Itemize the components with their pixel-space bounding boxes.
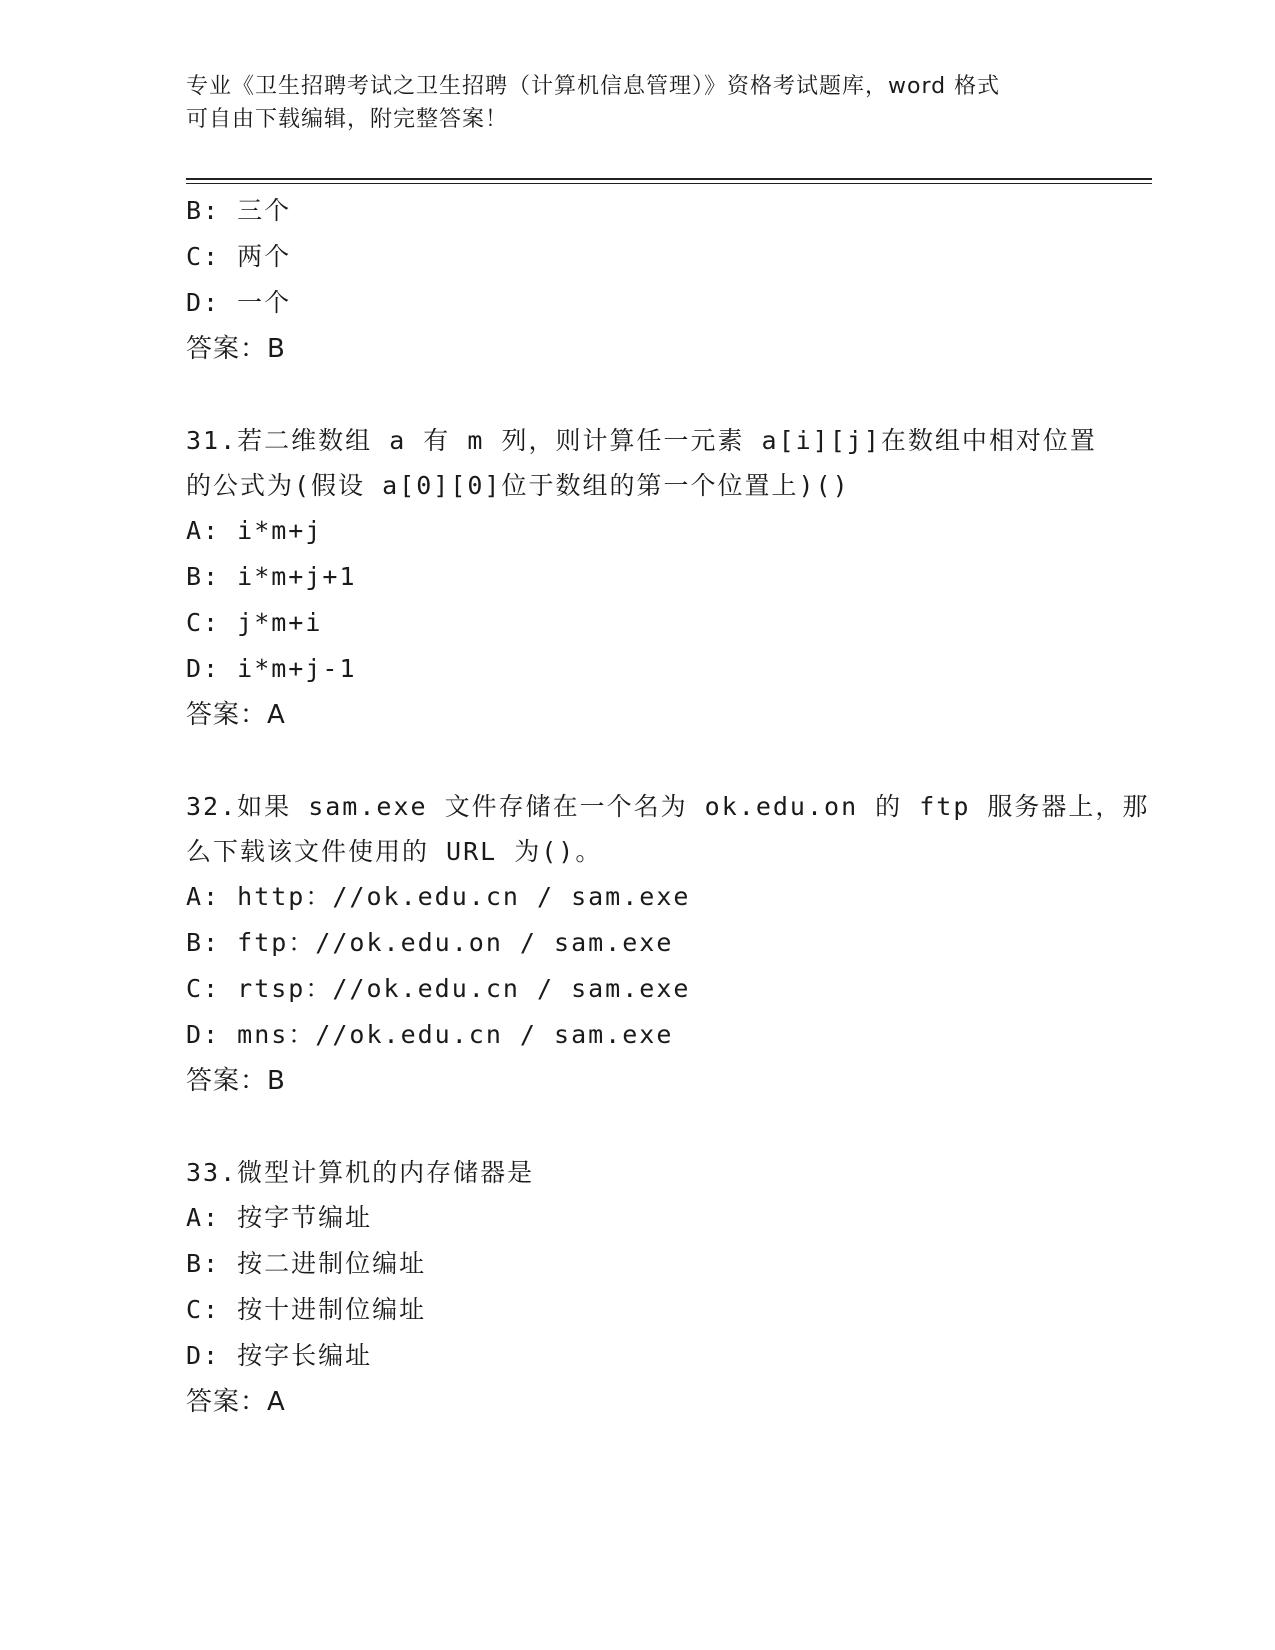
option-c: C: j*m+i: [186, 608, 323, 637]
option-b: B: 三个: [186, 196, 292, 225]
option-b: B: i*m+j+1: [186, 562, 357, 591]
option-c: C: 按十进制位编址: [186, 1295, 427, 1324]
answer-line: 答案：B: [186, 1066, 286, 1096]
option-c: C: rtsp：//ok.edu.cn / sam.exe: [186, 974, 691, 1003]
option-d: D: mns：//ok.edu.cn / sam.exe: [186, 1020, 674, 1049]
answer-line: 答案：A: [186, 700, 286, 730]
option-d: D: i*m+j-1: [186, 654, 357, 683]
question-block-33: [186, 1150, 1152, 1425]
option-b: B: 按二进制位编址: [186, 1249, 427, 1278]
question-stem-line-2: 么下载该文件使用的 URL 为()。: [186, 837, 603, 866]
question-stem-line-1: 32.如果 sam.exe 文件存储在一个名为 ok.edu.on 的 ftp 服务器上，那: [186, 792, 1150, 821]
spacer: [186, 738, 1152, 784]
option-c: C: 两个: [186, 242, 292, 271]
spacer: [186, 1104, 1152, 1150]
document-header: [186, 70, 1086, 136]
option-d: D: 按字长编址: [186, 1341, 373, 1370]
question-stem: [186, 418, 1152, 508]
question-block-30: [186, 188, 1152, 372]
answer-line: 答案：A: [186, 1387, 286, 1417]
header-divider-thin: [186, 183, 1152, 184]
option-b: B: ftp：//ok.edu.on / sam.exe: [186, 928, 674, 957]
option-a: A: 按字节编址: [186, 1203, 373, 1232]
option-a: A: i*m+j: [186, 516, 323, 545]
question-list: [186, 188, 1152, 1425]
header-line-1: 专业《卫生招聘考试之卫生招聘（计算机信息管理）》资格考试题库，word 格式: [186, 74, 1001, 99]
question-stem: [186, 1150, 1152, 1195]
answer-line: 答案：B: [186, 334, 286, 364]
question-stem-line-2: 的公式为(假设 a[0][0]位于数组的第一个位置上)(): [186, 471, 850, 500]
option-a: A: http：//ok.edu.cn / sam.exe: [186, 882, 691, 911]
question-block-32: [186, 784, 1152, 1104]
header-line-2: 可自由下载编辑，附完整答案！: [186, 107, 509, 132]
question-stem-line-1: 33.微型计算机的内存储器是: [186, 1158, 535, 1187]
header-divider-thick: [186, 178, 1152, 180]
question-stem-line-1: 31.若二维数组 a 有 m 列，则计算任一元素 a[i][j]在数组中相对位置: [186, 426, 1097, 455]
question-block-31: [186, 418, 1152, 738]
option-d: D: 一个: [186, 288, 292, 317]
spacer: [186, 372, 1152, 418]
question-stem: [186, 784, 1152, 874]
